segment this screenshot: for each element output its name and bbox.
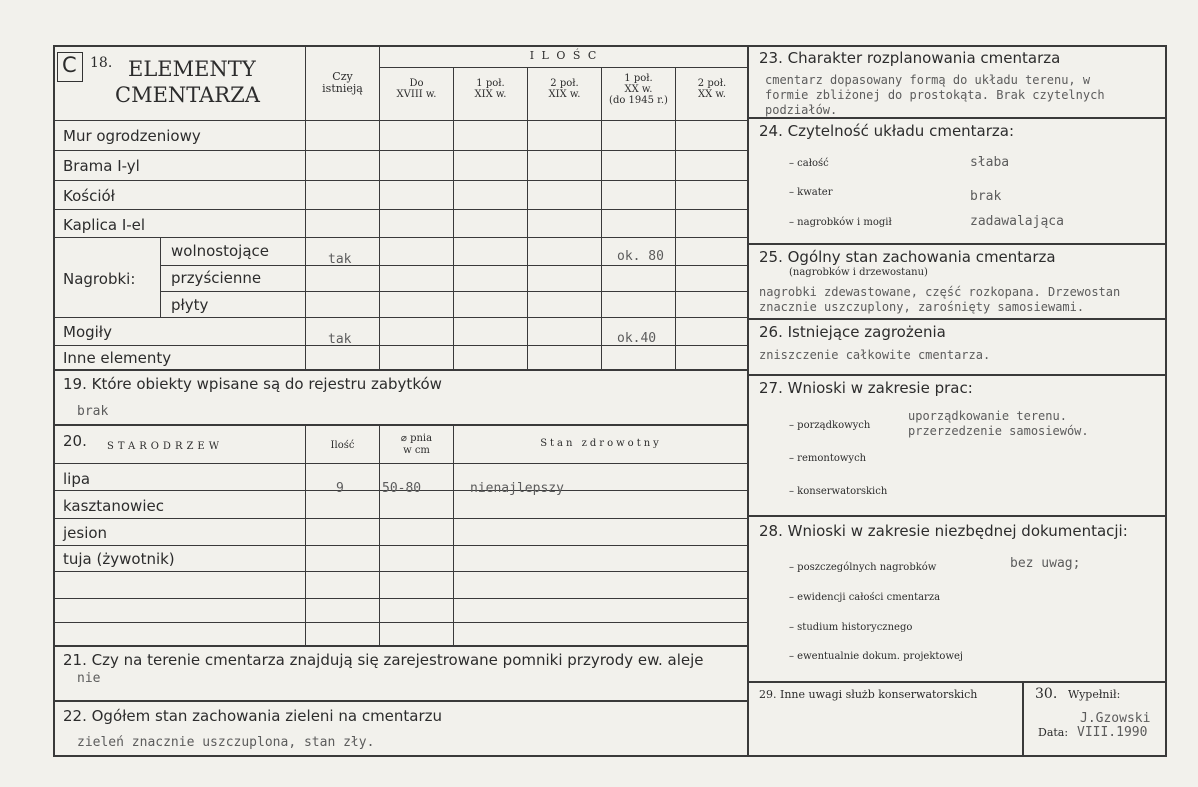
tree-jesion: jesion bbox=[63, 524, 108, 542]
s24-calosc-label: – całość bbox=[789, 158, 829, 169]
section-letter: C bbox=[62, 53, 77, 77]
s23-label: 23. Charakter rozplanowania cmentarza bbox=[759, 49, 1061, 67]
s27-label: 27. Wnioski w zakresie prac: bbox=[759, 379, 973, 397]
mogily-exists: tak bbox=[328, 332, 352, 347]
s27-porz-label: – porządkowych bbox=[789, 420, 871, 431]
section-number: 18. bbox=[90, 55, 113, 71]
s24-calosc-value: słaba bbox=[970, 155, 1010, 170]
s28-value: bez uwag; bbox=[1010, 556, 1081, 571]
s30-name: J.Gzowski bbox=[1080, 711, 1151, 726]
row-kaplica: Kaplica I-el bbox=[63, 216, 146, 234]
ilosc-header: I L O Ś C bbox=[529, 49, 599, 62]
row-wolnostojace: wolnostojące bbox=[171, 242, 270, 260]
s28-item-2: – ewidencji całości cmentarza bbox=[789, 592, 941, 603]
s20-number: 20. bbox=[63, 432, 87, 450]
s26-value: zniszczenie całkowite cmentarza. bbox=[759, 348, 991, 362]
tree-kasztanowiec: kasztanowiec bbox=[63, 497, 164, 515]
row-plyty: płyty bbox=[171, 296, 209, 314]
section-title-line2: CMENTARZA bbox=[115, 83, 260, 107]
s22-label: 22. Ogółem stan zachowania zieleni na cmentarzu bbox=[63, 707, 443, 725]
s30-number: 30. bbox=[1035, 686, 1058, 702]
tree-tuja: tuja (żywotnik) bbox=[63, 550, 175, 568]
s30-date-label: Data: bbox=[1038, 726, 1069, 739]
tree-diameter: 50-80 bbox=[382, 481, 422, 496]
s27-konserw-label: – konserwatorskich bbox=[789, 486, 888, 497]
s28-item-3: – studium historycznego bbox=[789, 622, 913, 633]
s29-label: 29. Inne uwagi służb konserwatorskich bbox=[759, 688, 978, 701]
row-brama: Brama I-yl bbox=[63, 157, 140, 175]
period-3: 2 poł. XIX w. bbox=[548, 78, 581, 100]
s25-text: nagrobki zdewastowane, część rozkopana. Drzewostan znacznie uszczuplony, zarośnięty samosiewami. bbox=[759, 285, 1121, 314]
row-kosciol: Kościół bbox=[63, 187, 115, 205]
czy-header-2: istnieją bbox=[322, 82, 363, 95]
tree-health: nienajlepszy bbox=[470, 481, 564, 496]
s20-title: STARODRZEW bbox=[107, 441, 223, 452]
s27-remont-label: – remontowych bbox=[789, 453, 867, 464]
s20-col-pien: ⌀ pnia w cm bbox=[400, 433, 433, 456]
s30-label: Wypełnił: bbox=[1068, 688, 1121, 701]
section-title-line1: ELEMENTY bbox=[128, 57, 256, 81]
s28-item-4: – ewentualnie dokum. projektowej bbox=[789, 651, 964, 662]
s24-nagrobki-value: zadawalająca bbox=[970, 214, 1064, 229]
row-mogily: Mogiły bbox=[63, 323, 112, 341]
s24-nagrobki-label: – nagrobków i mogił bbox=[789, 217, 892, 228]
period-1: Do XVIII w. bbox=[396, 78, 437, 100]
czy-header-1: Czy bbox=[332, 70, 353, 83]
period-5: 2 poł. XX w. bbox=[697, 78, 727, 100]
s19-value: brak bbox=[77, 404, 109, 419]
s24-label: 24. Czytelność układu cmentarza: bbox=[759, 122, 1015, 140]
tree-lipa: lipa bbox=[63, 470, 91, 488]
s28-item-1: – poszczególnych nagrobków bbox=[789, 562, 937, 573]
row-inne: Inne elementy bbox=[63, 349, 172, 367]
s25-label: 25. Ogólny stan zachowania cmentarza bbox=[759, 248, 1056, 266]
s23-text: cmentarz dopasowany formą do układu terenu, w formie zbliżonej do prostokąta. Brak czytelnych podziałów. bbox=[765, 73, 1105, 117]
s24-kwater-value: brak bbox=[970, 189, 1002, 204]
s26-label: 26. Istniejące zagrożenia bbox=[759, 323, 946, 341]
tree-count: 9 bbox=[336, 481, 344, 496]
s20-col-stan: Stan zdrowotny bbox=[540, 438, 662, 449]
nagrobki-exists: tak bbox=[328, 252, 352, 267]
s20-col-ilosc: Ilość bbox=[330, 440, 355, 451]
row-przyscienne: przyścienne bbox=[171, 269, 262, 287]
period-4: 1 poł. XX w. (do 1945 r.) bbox=[609, 73, 668, 106]
mogily-count: ok.40 bbox=[617, 331, 657, 346]
s24-kwater-label: – kwater bbox=[789, 187, 833, 198]
s25-sub: (nagrobków i drzewostanu) bbox=[789, 267, 928, 278]
s21-label: 21. Czy na terenie cmentarza znajdują się zarejestrowane pomniki przyrody ew. aleje bbox=[63, 651, 704, 669]
s19-label: 19. Które obiekty wpisane są do rejestru zabytków bbox=[63, 375, 442, 393]
nagrobki-count: ok. 80 bbox=[617, 249, 664, 264]
s30-date: VIII.1990 bbox=[1077, 725, 1148, 740]
row-nagrobki: Nagrobki: bbox=[63, 270, 136, 288]
s28-label: 28. Wnioski w zakresie niezbędnej dokumentacji: bbox=[759, 522, 1128, 540]
s21-value: nie bbox=[77, 671, 101, 686]
period-2: 1 poł. XIX w. bbox=[474, 78, 507, 100]
s22-value: zieleń znacznie uszczuplona, stan zły. bbox=[77, 735, 375, 750]
s27-porz-value: uporządkowanie terenu. przerzedzenie samosiewów. bbox=[908, 409, 1089, 438]
row-mur: Mur ogrodzeniowy bbox=[63, 127, 201, 145]
